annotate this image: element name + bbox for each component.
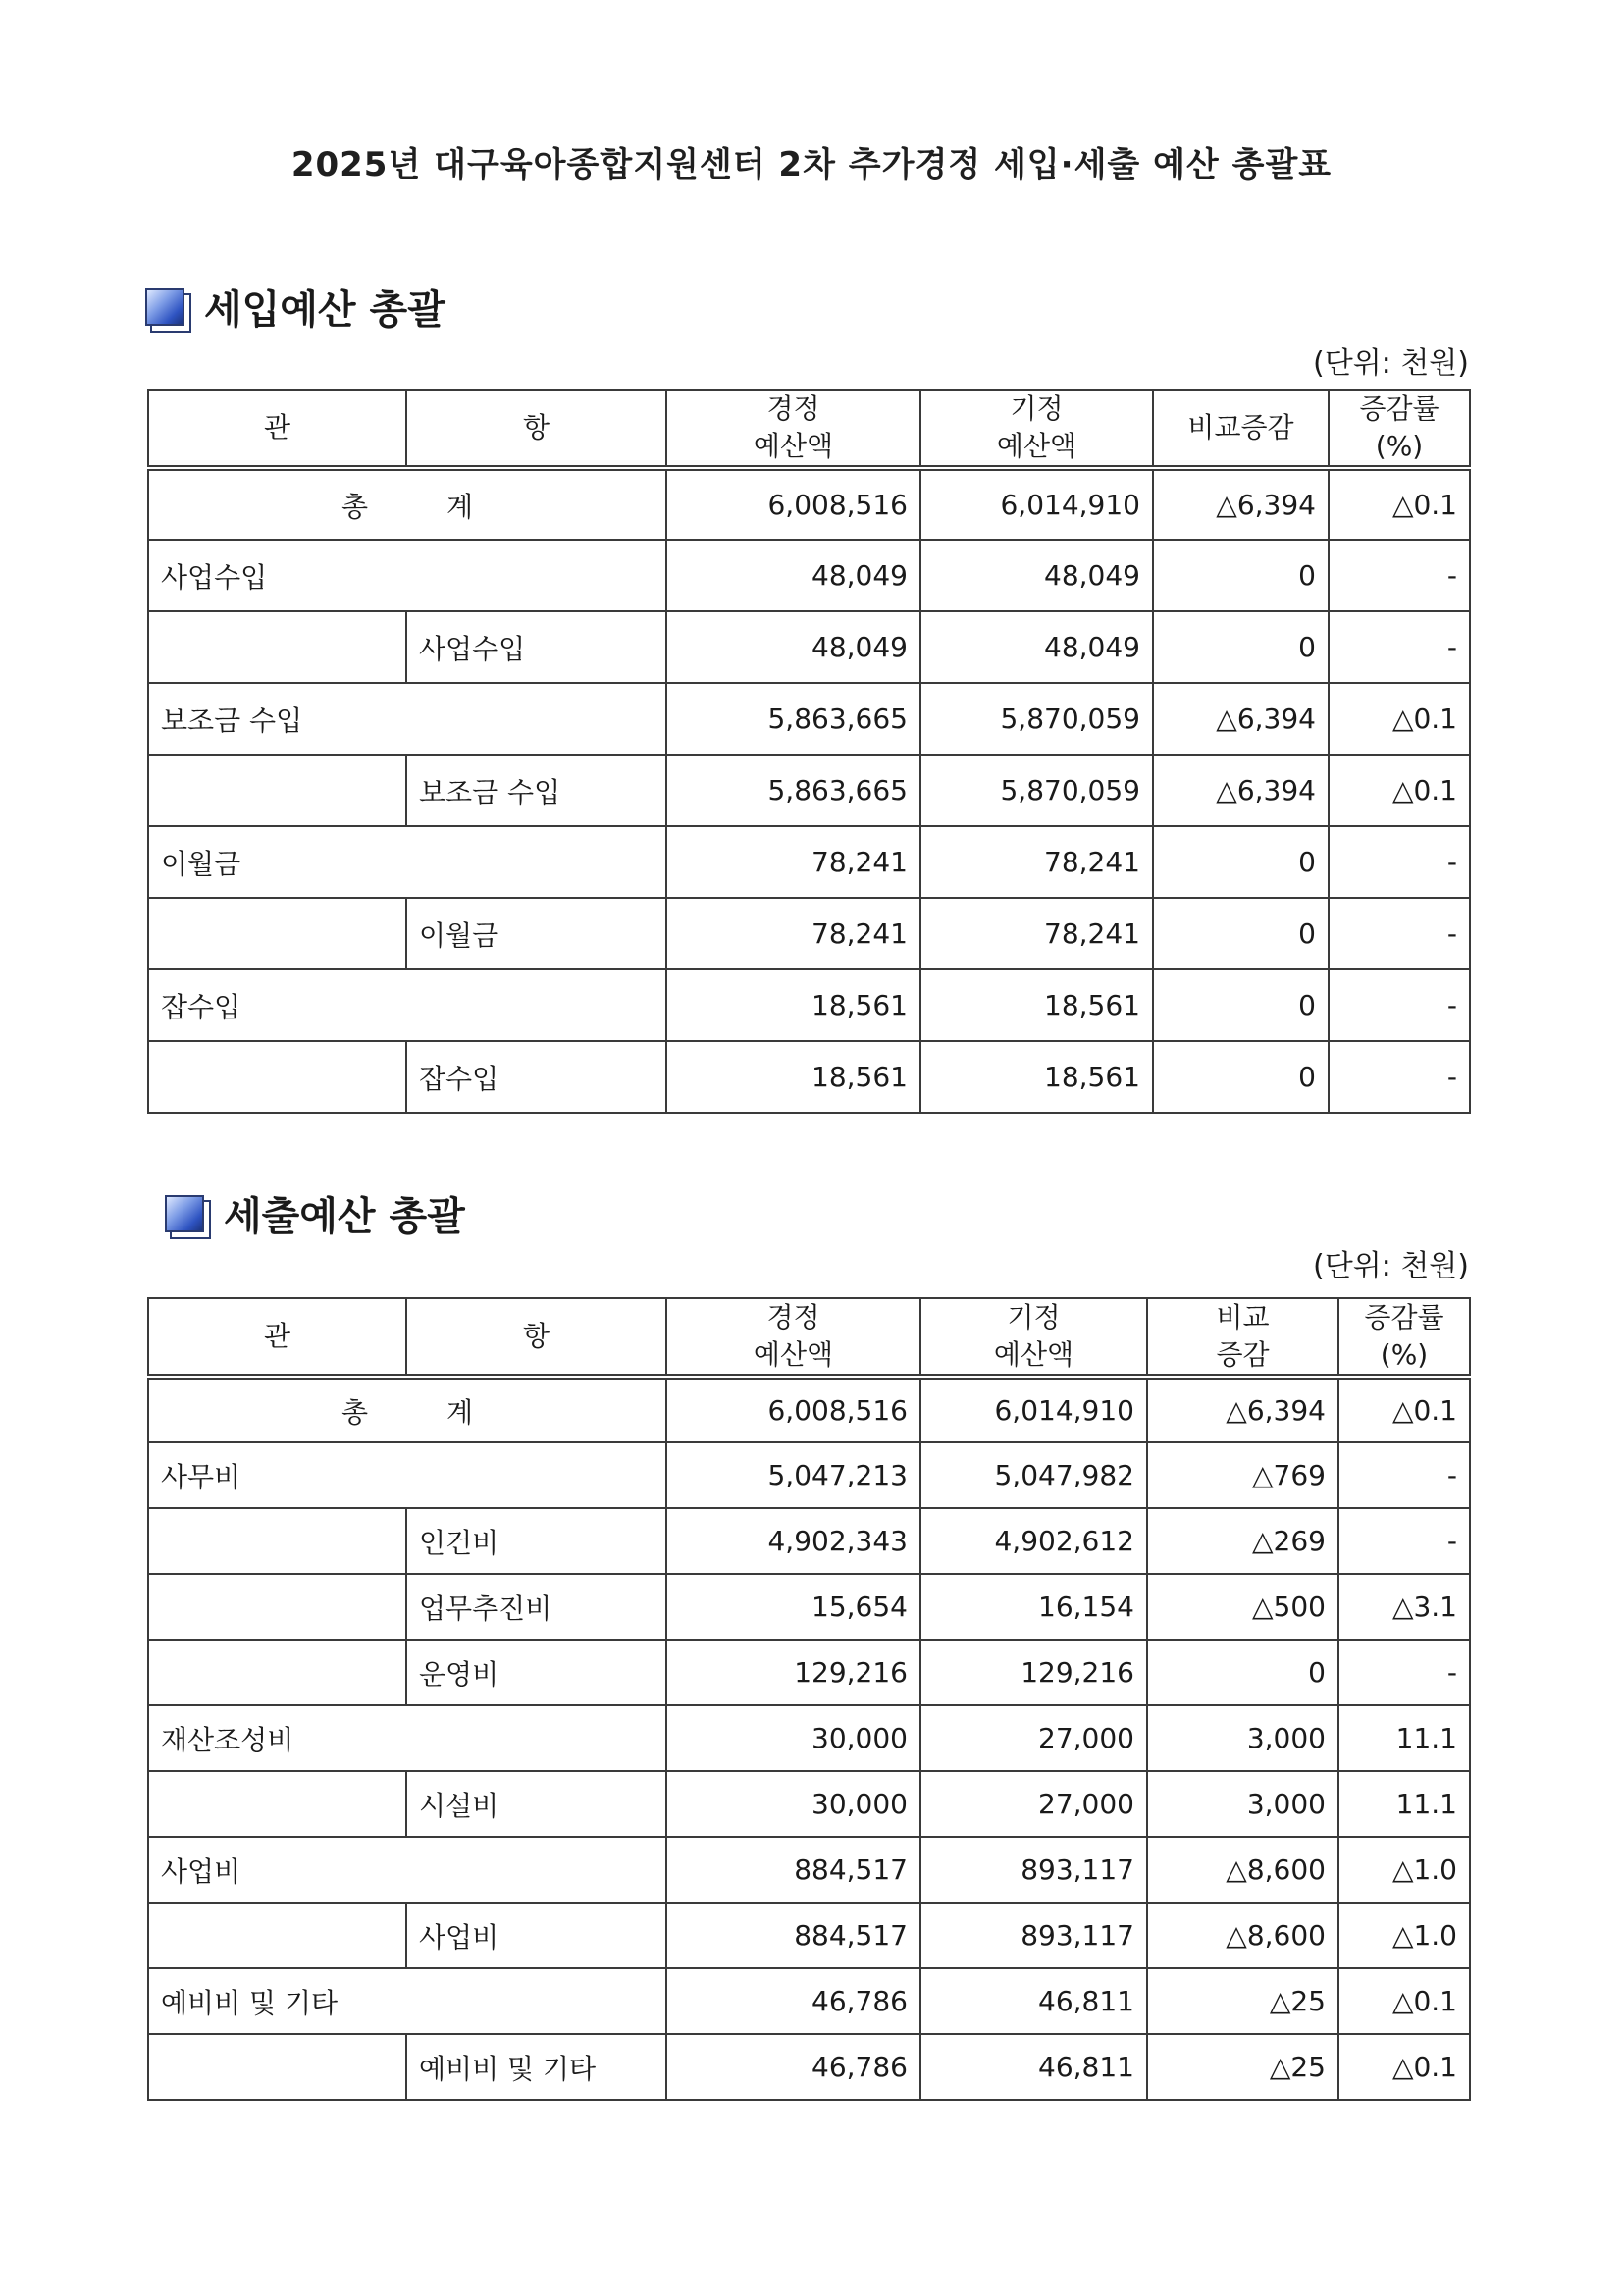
header-hang: 항: [406, 1298, 666, 1377]
existing-cell: 78,241: [920, 826, 1153, 898]
rate-cell: △3.1: [1338, 1574, 1470, 1640]
hang-cell: 예비비 및 기타: [406, 2034, 666, 2100]
rate-cell: △1.0: [1338, 1903, 1470, 1968]
hang-cell: 보조금 수입: [406, 755, 666, 826]
total-label: 총 계: [148, 1377, 666, 1442]
revised-cell: 884,517: [666, 1903, 920, 1968]
rate-cell: -: [1329, 540, 1470, 611]
rate-cell: -: [1329, 611, 1470, 683]
hang-cell: 인건비: [406, 1508, 666, 1574]
rate-cell: △0.1: [1329, 755, 1470, 826]
revised-cell: 48,049: [666, 540, 920, 611]
revised-cell: 46,786: [666, 2034, 920, 2100]
rate-cell: △1.0: [1338, 1837, 1470, 1903]
existing-cell: 27,000: [920, 1771, 1147, 1837]
table-row: [148, 1705, 1470, 1771]
revised-cell: 5,863,665: [666, 755, 920, 826]
table-row: [148, 611, 1470, 683]
gwan-cell: 예비비 및 기타: [148, 1968, 666, 2034]
revised-cell: 46,786: [666, 1968, 920, 2034]
hang-cell: 잡수입: [406, 1041, 666, 1113]
header-existing: 기정 예산액: [920, 390, 1153, 468]
diff-cell: △6,394: [1153, 683, 1329, 755]
diff-cell: 3,000: [1147, 1705, 1338, 1771]
gwan-cell: 잡수입: [148, 969, 666, 1041]
total-existing-cell: 6,014,910: [920, 1377, 1147, 1442]
gwan-cell-empty: [148, 1041, 406, 1113]
existing-cell: 18,561: [920, 1041, 1153, 1113]
diff-cell: △6,394: [1153, 755, 1329, 826]
expenditure-unit-label: (단위: 천원): [1313, 1249, 1469, 1283]
page-title: 2025년 대구육아종합지원센터 2차 추가경정 세입·세출 예산 총괄표: [290, 145, 1333, 184]
expenditure-section-heading: [165, 1185, 465, 1241]
header-revised: 경정 예산액: [666, 1298, 920, 1377]
total-revised-cell: 6,008,516: [666, 1377, 920, 1442]
existing-cell: 129,216: [920, 1640, 1147, 1705]
table-row: [148, 826, 1470, 898]
gwan-cell-empty: [148, 1771, 406, 1837]
gwan-cell-empty: [148, 611, 406, 683]
total-diff-cell: △6,394: [1147, 1377, 1338, 1442]
header-rate: 증감률 (%): [1338, 1298, 1470, 1377]
total-row: [148, 1377, 1470, 1442]
rate-cell: -: [1329, 969, 1470, 1041]
rate-cell: -: [1338, 1640, 1470, 1705]
existing-cell: 46,811: [920, 1968, 1147, 2034]
table-row: [148, 1837, 1470, 1903]
square-bullet-icon: [145, 288, 184, 326]
revised-cell: 18,561: [666, 969, 920, 1041]
existing-cell: 18,561: [920, 969, 1153, 1041]
header-diff: 비교 증감: [1147, 1298, 1338, 1377]
gwan-cell-empty: [148, 898, 406, 969]
diff-cell: 0: [1153, 540, 1329, 611]
rate-cell: -: [1338, 1508, 1470, 1574]
rate-cell: △0.1: [1338, 1968, 1470, 2034]
table-row: [148, 1041, 1470, 1113]
rate-cell: -: [1329, 826, 1470, 898]
header-gwan: 관: [148, 390, 406, 468]
existing-cell: 5,047,982: [920, 1442, 1147, 1508]
existing-cell: 48,049: [920, 611, 1153, 683]
revised-cell: 5,047,213: [666, 1442, 920, 1508]
revised-cell: 18,561: [666, 1041, 920, 1113]
revenue-section-title: 세입예산 총괄: [204, 287, 445, 333]
table-row: [148, 1640, 1470, 1705]
expenditure-section-title: 세출예산 총괄: [224, 1194, 465, 1239]
total-row: [148, 468, 1470, 540]
existing-cell: 46,811: [920, 2034, 1147, 2100]
total-diff-cell: △6,394: [1153, 468, 1329, 540]
revised-cell: 4,902,343: [666, 1508, 920, 1574]
header-hang: 항: [406, 390, 666, 468]
table-row: [148, 1771, 1470, 1837]
gwan-cell: 사업수입: [148, 540, 666, 611]
existing-cell: 4,902,612: [920, 1508, 1147, 1574]
revenue-section-heading: [145, 279, 445, 335]
diff-cell: △8,600: [1147, 1903, 1338, 1968]
revenue-table: [147, 389, 1471, 1114]
table-row: [148, 540, 1470, 611]
diff-cell: 0: [1153, 1041, 1329, 1113]
hang-cell: 시설비: [406, 1771, 666, 1837]
hang-cell: 이월금: [406, 898, 666, 969]
diff-cell: △25: [1147, 1968, 1338, 2034]
header-gwan: 관: [148, 1298, 406, 1377]
existing-cell: 5,870,059: [920, 683, 1153, 755]
rate-cell: -: [1338, 1442, 1470, 1508]
diff-cell: 0: [1153, 898, 1329, 969]
table-row: [148, 1508, 1470, 1574]
existing-cell: 27,000: [920, 1705, 1147, 1771]
diff-cell: △25: [1147, 2034, 1338, 2100]
total-rate-cell: △0.1: [1338, 1377, 1470, 1442]
table-row: [148, 755, 1470, 826]
revised-cell: 78,241: [666, 898, 920, 969]
diff-cell: △769: [1147, 1442, 1338, 1508]
gwan-cell: 사무비: [148, 1442, 666, 1508]
header-diff: 비교증감: [1153, 390, 1329, 468]
rate-cell: △0.1: [1338, 2034, 1470, 2100]
diff-cell: 0: [1153, 826, 1329, 898]
diff-cell: 0: [1147, 1640, 1338, 1705]
revised-cell: 48,049: [666, 611, 920, 683]
gwan-cell-empty: [148, 1508, 406, 1574]
table-row: [148, 683, 1470, 755]
gwan-cell: 사업비: [148, 1837, 666, 1903]
revised-cell: 30,000: [666, 1705, 920, 1771]
table-row: [148, 1442, 1470, 1508]
gwan-cell: 보조금 수입: [148, 683, 666, 755]
diff-cell: △500: [1147, 1574, 1338, 1640]
revised-cell: 30,000: [666, 1771, 920, 1837]
table-row: [148, 969, 1470, 1041]
table-row: [148, 1574, 1470, 1640]
revised-cell: 884,517: [666, 1837, 920, 1903]
existing-cell: 5,870,059: [920, 755, 1153, 826]
header-rate: 증감률 (%): [1329, 390, 1470, 468]
existing-cell: 893,117: [920, 1903, 1147, 1968]
hang-cell: 업무추진비: [406, 1574, 666, 1640]
rate-cell: -: [1329, 1041, 1470, 1113]
existing-cell: 893,117: [920, 1837, 1147, 1903]
total-existing-cell: 6,014,910: [920, 468, 1153, 540]
diff-cell: △269: [1147, 1508, 1338, 1574]
table-row: [148, 898, 1470, 969]
total-label: 총 계: [148, 468, 666, 540]
rate-cell: △0.1: [1329, 683, 1470, 755]
header-existing: 기정 예산액: [920, 1298, 1147, 1377]
revised-cell: 5,863,665: [666, 683, 920, 755]
gwan-cell-empty: [148, 755, 406, 826]
header-revised: 경정 예산액: [666, 390, 920, 468]
square-bullet-icon: [165, 1195, 204, 1232]
revised-cell: 78,241: [666, 826, 920, 898]
gwan-cell: 이월금: [148, 826, 666, 898]
total-rate-cell: △0.1: [1329, 468, 1470, 540]
diff-cell: 0: [1153, 969, 1329, 1041]
diff-cell: △8,600: [1147, 1837, 1338, 1903]
rate-cell: 11.1: [1338, 1771, 1470, 1837]
gwan-cell-empty: [148, 1903, 406, 1968]
diff-cell: 0: [1153, 611, 1329, 683]
table-row: [148, 2034, 1470, 2100]
revenue-unit-label: (단위: 천원): [1313, 346, 1469, 381]
table-row: [148, 1903, 1470, 1968]
hang-cell: 사업수입: [406, 611, 666, 683]
hang-cell: 운영비: [406, 1640, 666, 1705]
revised-cell: 15,654: [666, 1574, 920, 1640]
diff-cell: 3,000: [1147, 1771, 1338, 1837]
revised-cell: 129,216: [666, 1640, 920, 1705]
gwan-cell-empty: [148, 2034, 406, 2100]
rate-cell: 11.1: [1338, 1705, 1470, 1771]
existing-cell: 16,154: [920, 1574, 1147, 1640]
hang-cell: 사업비: [406, 1903, 666, 1968]
existing-cell: 78,241: [920, 898, 1153, 969]
gwan-cell-empty: [148, 1574, 406, 1640]
gwan-cell-empty: [148, 1640, 406, 1705]
total-revised-cell: 6,008,516: [666, 468, 920, 540]
existing-cell: 48,049: [920, 540, 1153, 611]
expenditure-table: [147, 1297, 1471, 2101]
rate-cell: -: [1329, 898, 1470, 969]
gwan-cell: 재산조성비: [148, 1705, 666, 1771]
table-row: [148, 1968, 1470, 2034]
